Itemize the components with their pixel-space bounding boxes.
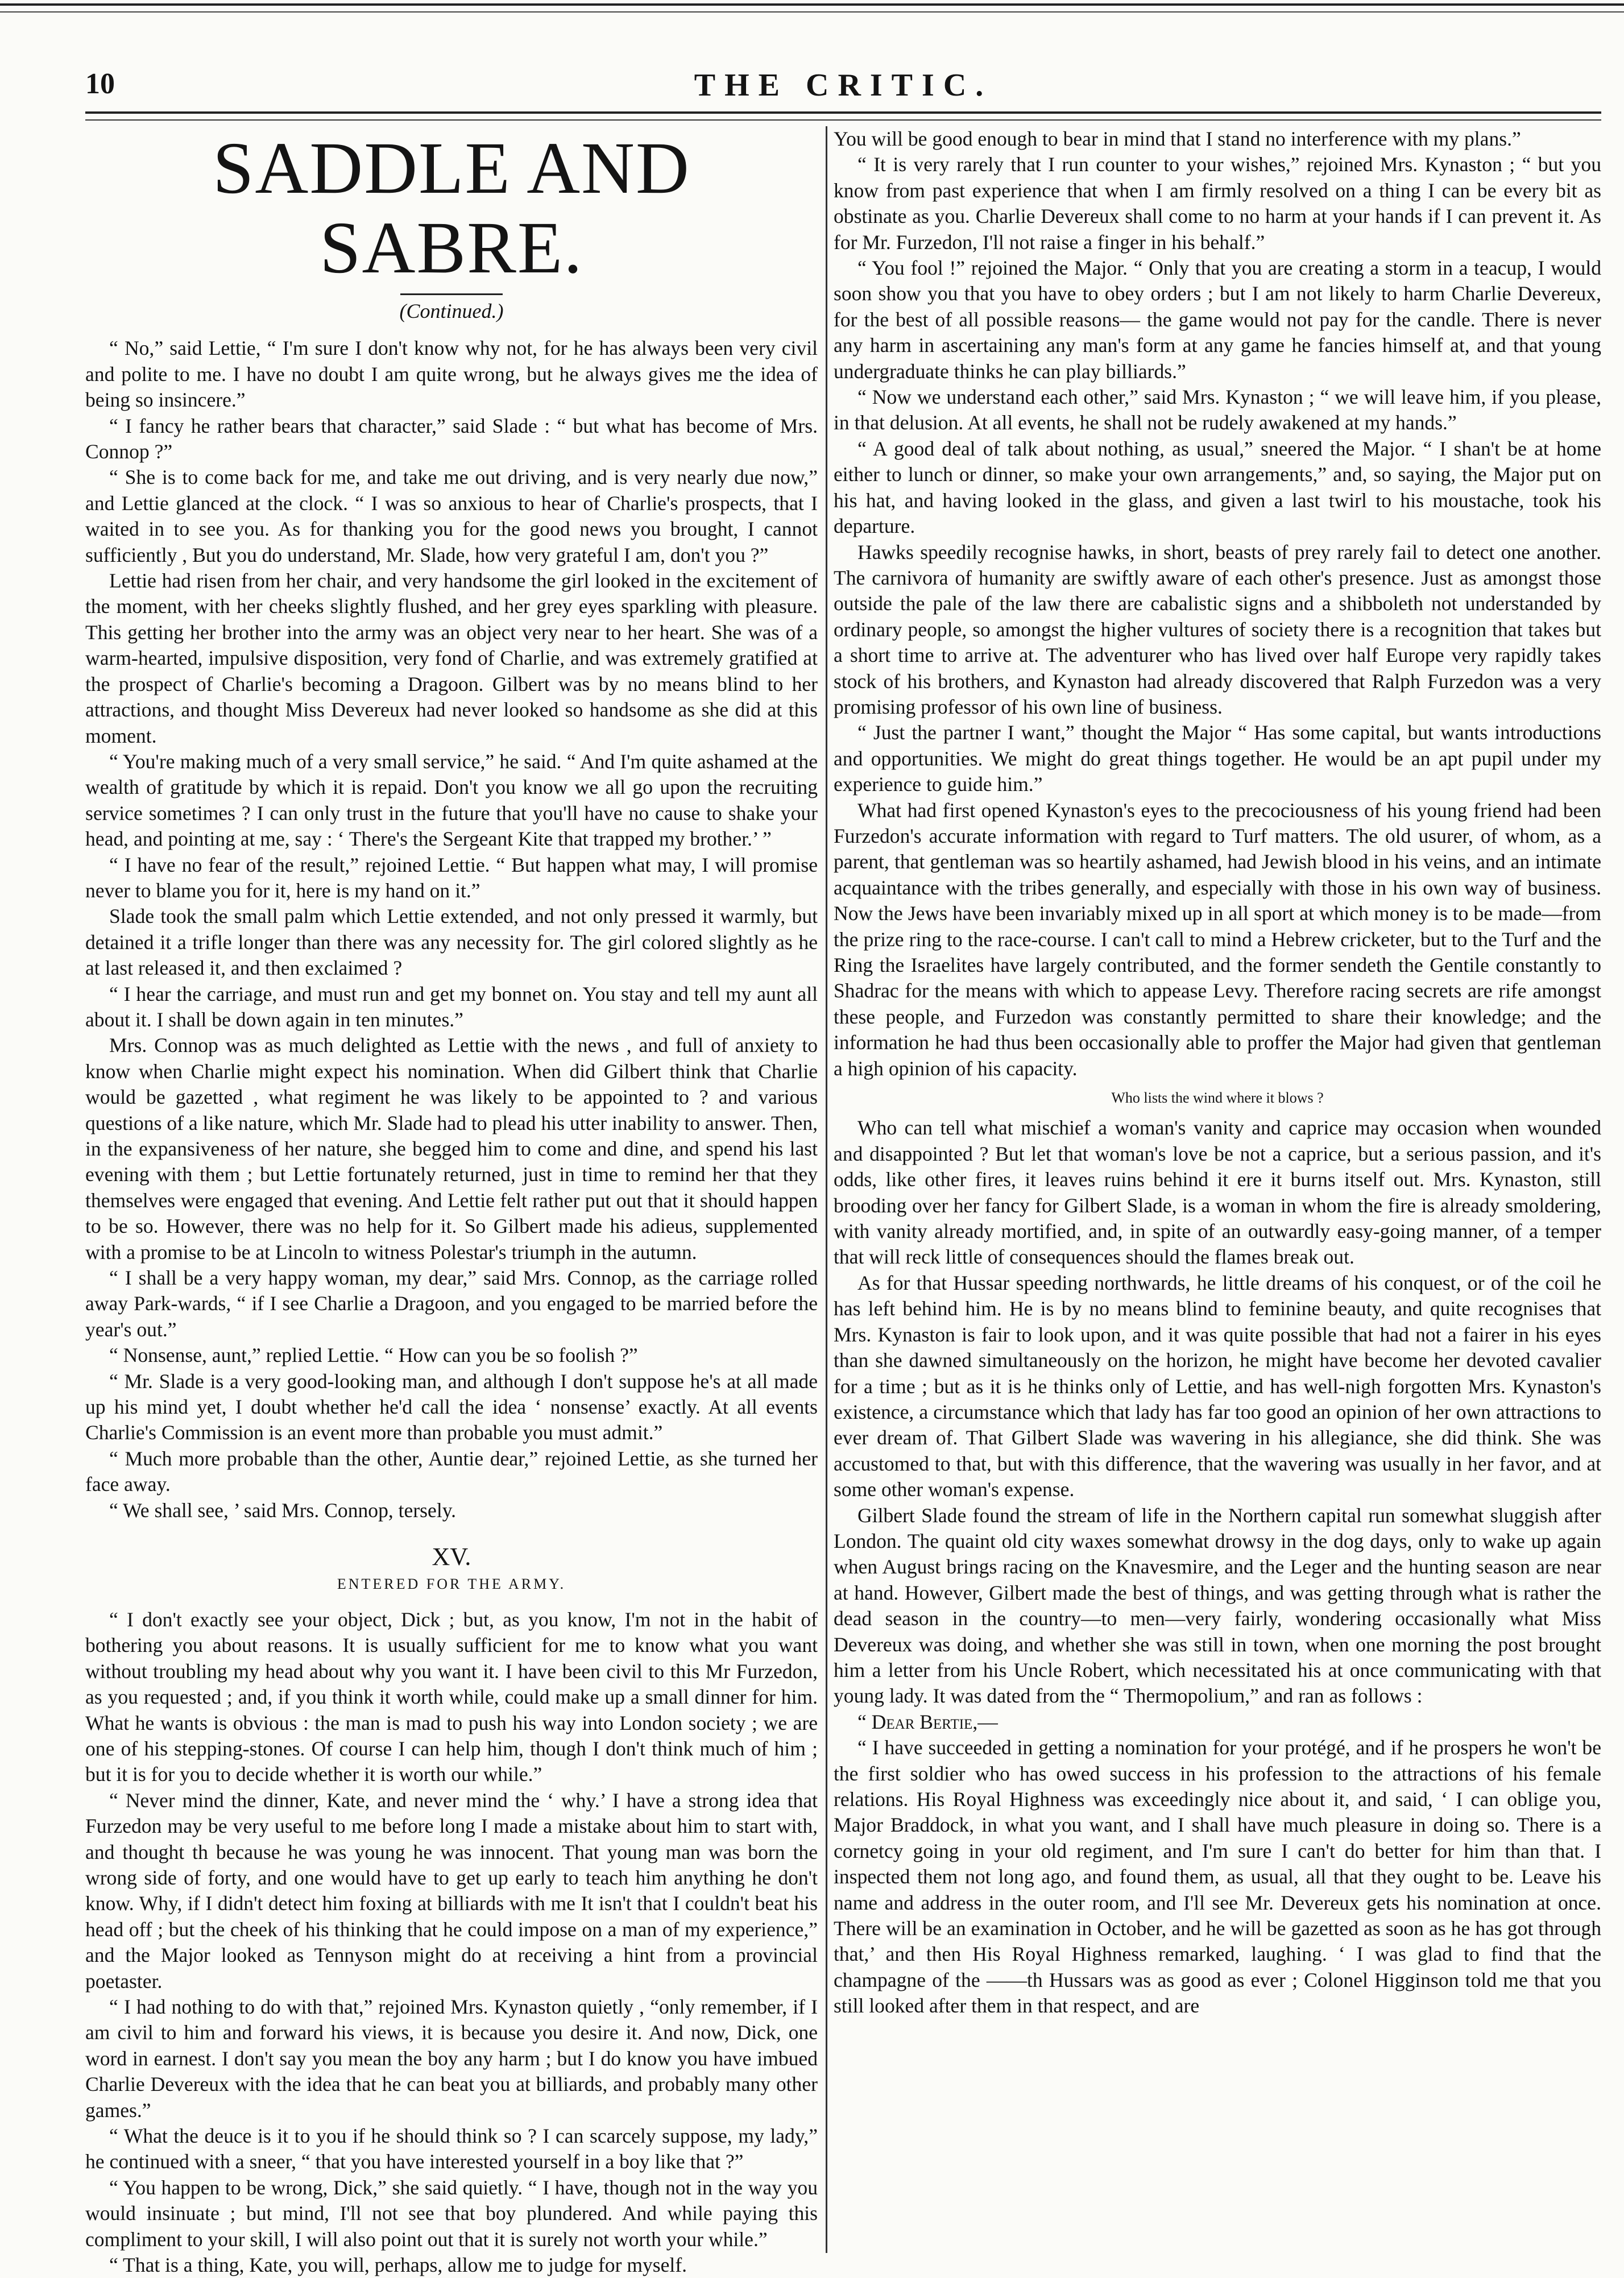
chapter-title: ENTERED FOR THE ARMY. — [337, 1575, 566, 1592]
paragraph: “ I had nothing to do with that,” rejoined Mrs. Kynaston quietly , “only remember, if I am civil to him and forward his views, it is because you desire it. And now, Dick, one word in earnest. I don't say you mean the boy any harm ; but I do know you have imbued Charlie Devereux with the idea that he can beat you at billiards, and probably many other games.” — [85, 1995, 818, 2122]
paragraph: “ No,” said Lettie, “ I'm sure I don't know why not, for he has always been very civil and polite to me. I have no doubt I am quite wrong, but he always gives me the idea of being so insincere.” — [85, 337, 818, 412]
paragraph: “ I don't exactly see your object, Dick ; but, as you know, I'm not in the habit of bothering you about reasons. It is usually sufficient for me to know what you want without troubling my head about why you want it. I have been civil to this Mr Furzedon, as you requested ; and, if you think it worth while, could make up a small dinner for him. What he wants is obvious : the man is mad to push his way into London society ; we are one of his stepping-stones. Of course I can help him, though I don't think much of him ; but it is for you to decide whether it is worth our while.” — [85, 1608, 818, 1786]
paragraph: Who can tell what mischief a woman's vanity and caprice may occasion when wounded and disappointed ? But let that woman's love be not a caprice, but a serious passion, and it's odds, like other fires, it leaves ruins behind it ere it burns itself out. Mrs. Kynaston, still brooding over her fancy for Gilbert Slade, is a woman in whom the fire is already smoldering, with vanity already mortified, and, in spite of an outwardly easy-going manner, of a temper that will reck little of consequences should the flames break out. — [834, 1116, 1601, 1269]
paragraph: “ Much more probable than the other, Auntie dear,” rejoined Lettie, as she turned her face away. — [85, 1447, 818, 1496]
paragraph: Gilbert Slade found the stream of life in the Northern capital run somewhat sluggish after London. The quaint old city waxes somewhat drowsy in the dog days, only to wake up again when August brings racing on the Knavesmire, and the Leger and the hunting season are near at hand. However, Gilbert made the best of things, and was getting through what is rather the dead season in the country—to men—very fairly, wondering occasionally what Miss Devereux was doing, and whether she was still in town, when one morning the post brought him a letter from his Uncle Robert, which necessitated his at once communicating with that young lady. It was dated from the “ Thermopolium,” and ran as follows : — [834, 1504, 1601, 1708]
paragraph: “ You happen to be wrong, Dick,” she said quietly. “ I have, though not in the way you would insinuate ; but mind, I'll not see that boy plundered. And while paying this compliment to your skill, I will also point out that it is surely not worth your while.” — [85, 2176, 818, 2251]
letter-salutation: “ Dear Bertie,— — [857, 1710, 998, 1733]
paragraph: “ I hear the carriage, and must run and get my bonnet on. You stay and tell my aunt all about it. I shall be down again in ten minutes.” — [85, 982, 818, 1031]
paragraph: “ It is very rarely that I run counter to your wishes,” rejoined Mrs. Kynaston ; “ but you know from past experience that when I am firmly resolved on a thing I can be every bit as obstinate as you. Charlie Devereux shall come to no harm at your hands if I can prevent it. As for Mr. Furzedon, I'll not raise a finger in his behalf.” — [834, 153, 1601, 254]
paragraph: Mrs. Connop was as much delighted as Lettie with the news , and full of anxiety to know when Charlie might expect his nomination. When did Gilbert think that Charlie would be gazetted , what regiment he was likely to be appointed to ? and various questions of a like nature, which Mr. Slade had to plead his utter inability to answer. Then, in the expansiveness of her nature, she begged him to come and dine, and spend his last evening with them ; but Lettie fortunately returned, just in time to remind her that they themselves were engaged that evening. And Lettie felt rather put out that it should happen to be so. However, there was no help for it. So Gilbert made his adieus, supplemented with a promise to be at Lincoln to witness Polestar's triumph in the autumn. — [85, 1034, 818, 1264]
paragraph: Lettie had risen from her chair, and very handsome the girl looked in the excitement of the moment, with her cheeks slightly flushed, and her grey eyes sparkling with pleasure. This getting her brother into the army was an object very near to her heart. She was of a warm-hearted, impulsive disposition, very fond of Charlie, and was extremely gratified at the prospect of Charlie's becoming a Dragoon. Gilbert was by no means blind to her attractions, and thought Miss Devereux had never looked so handsome as she did at this moment. — [85, 569, 818, 747]
publication-title: THE CRITIC. — [694, 68, 993, 103]
paragraph: “ A good deal of talk about nothing, as usual,” sneered the Major. “ I shan't be at home either to lunch or dinner, so make your own arrangements,” and, so saying, the Major put on his hat, and having looked in the glass, and given a last twirl to his moustache, took his departure. — [834, 437, 1601, 538]
paragraph: Hawks speedily recognise hawks, in short, beasts of prey rarely fail to detect one another. The carnivora of humanity are swiftly aware of each other's presence. Just as amongst those outside the pale of the law there are cabalistic signs and a shibboleth not understanded by ordinary people, so amongst the higher vultures of society there is a recognition that takes but a short time to arrive at. The adventurer who has lived over half Europe very rapidly takes stock of his brothers, and Kynaston had already discovered that Ralph Furzedon was a very promising professor of his own line of business. — [834, 540, 1601, 718]
paragraph: As for that Hussar speeding northwards, he little dreams of his conquest, or of the coil he has left behind him. He is by no means blind to feminine beauty, and quite recognises that Mrs. Kynaston is fair to look upon, and it was quite possible that had not a fairer in his eyes than she dawned simultaneously on the horizon, he might have become her devoted cavalier for a time ; but as it is he thinks only of Lettie, and has well-nigh forgotten Mrs. Kynaston's existence, a circumstance which that lady has far too good an opinion of her own attractions to ever dream of. That Gilbert Slade was wavering in his allegiance, she did think. She was accustomed to that, but with this difference, that the wavering was usually in her favor, and at some other woman's expense. — [834, 1271, 1601, 1501]
column-divider — [826, 126, 827, 2253]
paragraph: “ Now we understand each other,” said Mrs. Kynaston ; “ we will leave him, if you please, in that delusion. At all events, he shall not be rudely awakened at my hands.” — [834, 386, 1601, 434]
paragraph: “ Nonsense, aunt,” replied Lettie. “ How can you be so foolish ?” — [109, 1344, 638, 1367]
paragraph: “ Mr. Slade is a very good-looking man, and although I don't suppose he's at all made up his mind yet, I doubt whether he'd call the idea ‘ nonsense’ exactly. At all events Charlie's Commission is an event more than probable you must admit.” — [85, 1369, 818, 1444]
paragraph: “ What the deuce is it to you if he should think so ? I can scarcely suppose, my lady,” he continued with a sneer, “ that you have interested yourself in a boy like that ?” — [85, 2124, 818, 2173]
chapter-paragraphs — [85, 1607, 818, 2278]
top-border-rule — [0, 3, 1624, 13]
paragraph: “ I have no fear of the result,” rejoined Lettie. “ But happen what may, I will promise never to blame you for it, here is my hand on it.” — [85, 853, 818, 902]
epigraph: Who lists the wind where it blows ? — [1111, 1090, 1324, 1107]
continued-note: (Continued.) — [399, 300, 504, 322]
masthead — [85, 67, 1601, 108]
paragraph: “ You fool !” rejoined the Major. “ Only that you are creating a storm in a teacup, I would soon show you that you have to obey orders ; but I am not likely to harm Charlie Devereux, for the best of all possible reasons— the game would not pay for the candle. There is never any harm in ascertaining any man's form at any game he fancies himself at, and that young undergraduate thinks he can play billiards.” — [834, 256, 1601, 383]
paragraph: “ She is to come back for me, and take me out driving, and is very nearly due now,” and Lettie glanced at the clock. “ I was so anxious to hear of Charlie's prospects, that I waited in to see you. As for thanking you for the good news you brought, I cannot sufficiently , But you do understand, Mr. Slade, how very grateful I am, don't you ?” — [85, 466, 818, 566]
letter-body: “ I have succeeded in getting a nomination for your protégé, and if he prospers he won't be the first soldier who has owed success in his profession to the attractions of his female relations. His Royal Highness was exceedingly nice about it, and said, ‘ I can oblige you, Major Braddock, in what you want, and I shall have much pleasure in doing so. There is a cornetcy going in your old regiment, and I'm sure I can't do better for him than that. I inspected them not long ago, and found them, as usual, all that they ought to be. Leave his name and address in the outer room, and I'll see Mr. Devereux gets his nomination at once. There will be an examination in October, and he will be gazetted as soon as he has got through that,’ and then His Royal Highness remarked, laughing. ‘ I was glad to find that the champagne of the ——th Hussars was as good as ever ; Colonel Higginson told me that you still looked after them in that respect, and are — [834, 1736, 1601, 2018]
title-rule — [400, 293, 503, 295]
chapter-number: XV. — [432, 1543, 471, 1571]
page-number: 10 — [85, 68, 115, 100]
paragraph: What had first opened Kynaston's eyes to the precociousness of his young friend had been Furzedon's accurate information with regard to Turf matters. The old usurer, of whom, as a parent, that gentleman was so heartily ashamed, had Jewish blood in his veins, and an intimate acquaintance with the tribes generally, and especially with those in his own way of business. Now the Jews have been invariably mixed up in all sport at which money is to be made—from the prize ring to the race-course. I can't call to mind a Hebrew cricketer, but to the Turf and the Ring the Israelites have largely contributed, and the former sendeth the Gentile constantly to Shadrac for the means with which to appease Levy. Therefore racing secrets are rife amongst these people, and Furzedon was constantly permitted to share their knowledge; and the information he had thus been occasionally able to proffer the Major had given that gentleman a high opinion of his capacity. — [834, 798, 1601, 1080]
paragraph: You will be good enough to bear in mind that I stand no interference with my plans.” — [834, 127, 1521, 150]
paragraph: Slade took the small palm which Lettie extended, and not only pressed it warmly, but detained it a trifle longer than there was any necessity for. The girl colored slightly as he at last released it, and then exclaimed ? — [85, 905, 818, 980]
masthead-rule — [85, 111, 1601, 121]
left-paragraphs — [85, 336, 818, 1523]
paragraph: “ I fancy he rather bears that character,” said Slade : “ but what has become of Mrs. Connop ?” — [85, 414, 818, 463]
right-paragraphs-a — [834, 126, 1601, 1082]
right-column — [834, 126, 1601, 2019]
left-column — [85, 126, 818, 2278]
article-title: SADDLE AND SABRE. — [213, 127, 690, 289]
paragraph: “ Just the partner I want,” thought the Major “ Has some capital, but wants introductions and opportunities. We might do great things together. He would be an apt pupil under my experience to guide him.” — [834, 721, 1601, 796]
paragraph: “ You're making much of a very small service,” he said. “ And I'm quite ashamed at the wealth of gratitude by which it is repaid. Don't you know we all go upon the recruiting service sometimes ? I can only trust in the future that you'll have no cause to shake your head, and pointing at me, say : ‘ There's the Sergeant Kite that trapped my brother.’ ” — [85, 749, 818, 851]
right-paragraphs-b — [834, 1115, 1601, 1709]
paragraph: “ We shall see, ’ said Mrs. Connop, tersely. — [109, 1498, 457, 1522]
paragraph: “ Never mind the dinner, Kate, and never mind the ‘ why.’ I have a strong idea that Furzedon may be very useful to me before long I made a mistake about him to start with, and thought th because he was young he was innocent. That young man was born the wrong side of forty, and one would have to get up early to teach him anything he don't know. Why, if I didn't detect him foxing at billiards with me It isn't that I couldn't beat his head off ; but the cheek of his thinking that he could impose on a man of my experience,” and the Major looked as Tennyson might do at receiving a hint from a provincial poetaster. — [85, 1788, 818, 1993]
paragraph: “ That is a thing, Kate, you will, perhaps, allow me to judge for myself. — [109, 2254, 687, 2277]
paragraph: “ I shall be a very happy woman, my dear,” said Mrs. Connop, as the carriage rolled away Park-wards, “ if I see Charlie a Dragoon, and you engaged to be married before the year's out.” — [85, 1266, 818, 1341]
